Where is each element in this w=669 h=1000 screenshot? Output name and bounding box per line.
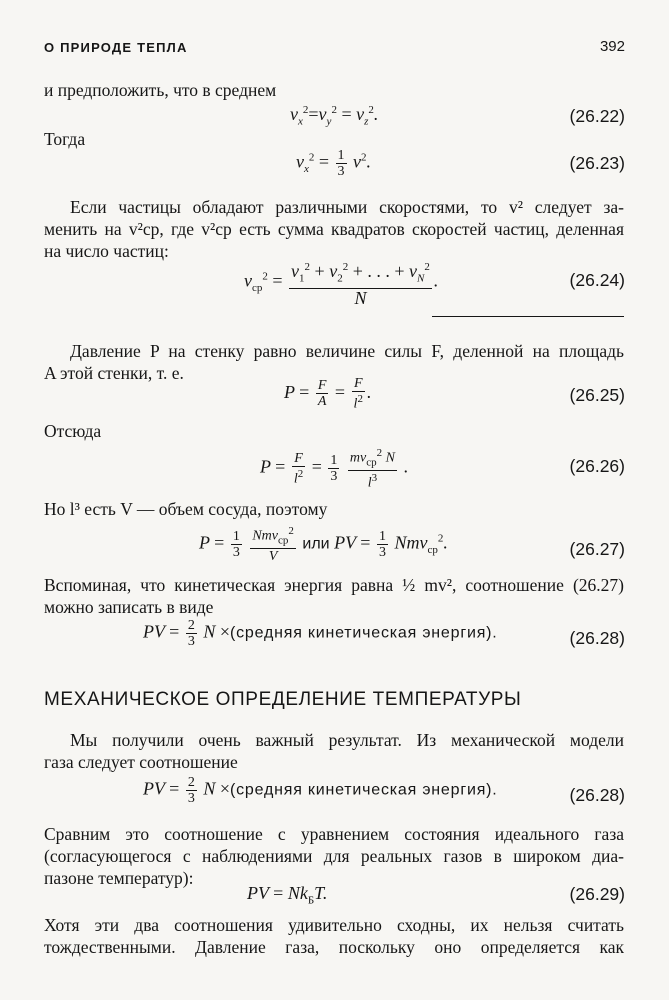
footnote-rule [432, 316, 624, 317]
equation-number: (26.28) [569, 628, 625, 648]
text-line: Но l³ есть V — объем сосуда, поэтому [44, 499, 328, 519]
text-line: тождественными. Давление газа, поскольку оно определяется как [44, 937, 624, 957]
equation-26-27: P = $\frac{1}{3}$ $\frac{Nmv_{ср}^2}{V}$ или PV = $\frac{1}{3}$ Nmv$_{ср}^2$. [199, 525, 448, 565]
equation-number: (26.26) [569, 456, 625, 476]
text-line: A этой стенки, т. е. [44, 363, 184, 383]
text-line: Сравним это соотношение с уравнением состояния идеального газа [44, 824, 624, 844]
text-line: (согласующегося с наблюдениями для реальных газов в широком диа- [44, 846, 624, 866]
text-line: Мы получили очень важный результат. Из механической модели [70, 730, 624, 750]
equation-number: (26.28) [569, 785, 625, 805]
equation-26-26: P = $\frac{F}{l^2}$ = $\frac{1}{3}$ $\frac{mv_{ср}^2 N}{l^3}$ . [260, 447, 408, 492]
equation-number: (26.27) [569, 539, 625, 559]
equation-26-24: $v_{ср}^2$ = $\frac{v_1^2 + v_2^2 + . . . + v_N^2}{N}$ . [244, 258, 438, 307]
text-line: Отсюда [44, 421, 102, 441]
text-line: можно записать в виде [44, 597, 214, 617]
text-line: и предположить, что в среднем [44, 80, 277, 100]
running-header: О ПРИРОДЕ ТЕПЛА [44, 40, 188, 55]
equation-26-25: P = $\frac{F}{A}$ = $\frac{F}{l^2}$ . [284, 376, 372, 412]
equation-number: (26.24) [569, 270, 625, 290]
text-line: газа следует соотношение [44, 752, 238, 772]
text-line: Вспоминая, что кинетическая энергия равна ½ mv², соотношение (26.27) [44, 575, 624, 595]
section-title: МЕХАНИЧЕСКОЕ ОПРЕДЕЛЕНИЕ ТЕМПЕРАТУРЫ [44, 689, 522, 710]
equation-26-22: $v_x^2=v_y^2 = v_z^2$. [290, 104, 379, 128]
text-line: менить на v²ср, где v²ср есть сумма квадратов скоростей частиц, деленная [44, 219, 624, 239]
text-line: Тогда [44, 129, 86, 149]
equation-26-29: PV = $Nk_БT$. [247, 883, 328, 907]
equation-26-28b: PV = $\frac{2}{3}$ N ×(средняя кинетическая энергия). [143, 775, 498, 806]
equation-word: или [302, 535, 330, 553]
equation-number: (26.29) [569, 884, 625, 904]
text-line: на число частиц: [44, 241, 169, 261]
page-number: 392 [599, 38, 625, 55]
text-line: Хотя эти два соотношения удивительно сходны, их нельзя считать [44, 915, 624, 935]
equation-text: (средняя кинетическая энергия). [230, 781, 498, 799]
equation-number: (26.23) [569, 153, 625, 173]
text-line: Давление P на стенку равно величине силы F, деленной на площадь [70, 341, 624, 361]
text-line: Если частицы обладают различными скоростями, то v² следует за- [70, 197, 624, 217]
text-line: пазоне температур): [44, 868, 194, 888]
equation-26-23: $v_x^2$ = $\frac{1}{3}$ $v^2$. [296, 148, 372, 179]
equation-number: (26.22) [569, 106, 625, 126]
equation-number: (26.25) [569, 385, 625, 405]
equation-text: (средняя кинетическая энергия). [230, 624, 498, 642]
equation-26-28a: PV = $\frac{2}{3}$ N ×(средняя кинетическая энергия). [143, 618, 498, 649]
